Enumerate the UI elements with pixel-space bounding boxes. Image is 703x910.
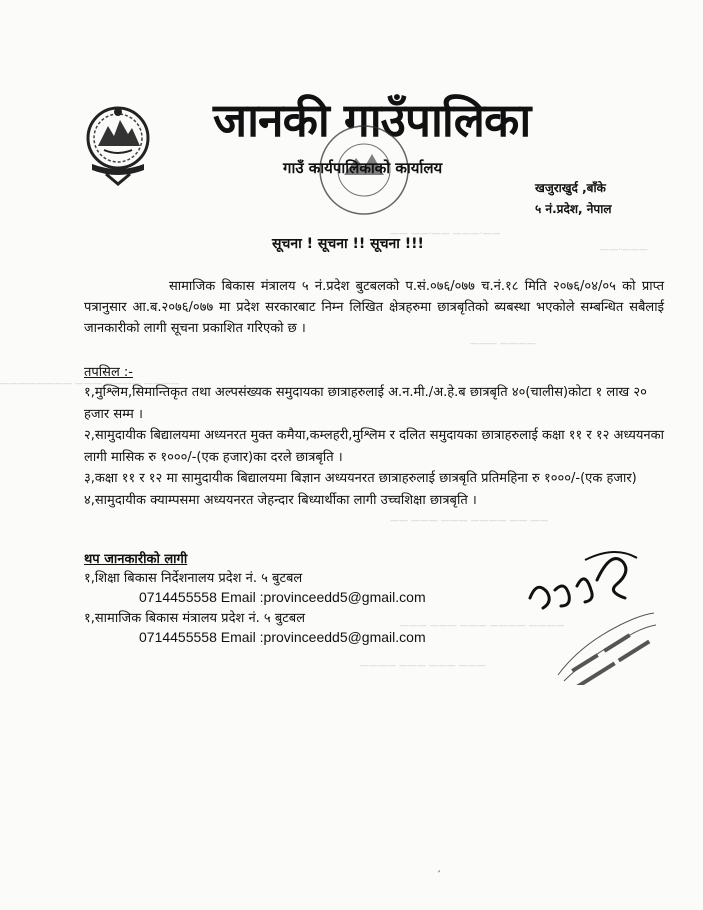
bleed-through-text: —— ——— ——— ———— —— —— — [390, 516, 549, 526]
details-list — [84, 382, 664, 511]
bleed-through-text: —— ——·—— ———·—— — [390, 229, 501, 239]
contact-entry — [84, 569, 426, 607]
contact-phone-email: 0714455558 Email :provinceedd5@gmail.com — [139, 629, 426, 645]
address-line: खजुराखुर्द ,बाँके — [535, 181, 606, 195]
office-subtitle: गाउँ कार्यपालिकाको कार्यालय — [283, 159, 443, 177]
notice-heading: सूचना ! सूचना !! सूचना !!! — [272, 236, 424, 252]
nepal-emblem-icon — [82, 100, 154, 188]
list-item: १,मुश्लिम,सिमान्तिकृत तथा अल्पसंख्यक समुदायका छात्राहरुलाई अ.न.मी./अ.हे.ब छात्रबृति ४०(चालीस)कोटा १ लाख २० हजार सम्म । — [84, 385, 647, 422]
bleed-through-text: ——·——— — [600, 245, 648, 255]
bleed-through-text: ——— ———— — [470, 339, 536, 349]
scan-mark: ׳ — [437, 868, 442, 879]
address-line: ५ नं.प्रदेश, नेपाल — [535, 202, 612, 216]
bleed-through-text: ———————— ——— ———— ———— — [0, 379, 180, 389]
notice-paragraph: सामाजिक बिकास मंत्रालय ५ नं.प्रदेश बुटबलको प.सं.०७६/०७७ च.नं.१८ मिति २०७६/०४/०५ को प्राप्त पत्रानुसार आ.ब.२०७६/०७७ मा प्रदेश सरकारबाट निम्न लिखित क्षेत्रहरुमा छात्रबृतिको ब्यबस्था भएकोले सम्बन्धित सबैलाई जानकारीको लागी सूचना प्रकाशित गरिएको छ । — [84, 279, 664, 336]
contact-entry — [84, 609, 426, 647]
list-item: ४,सामुदायीक क्याम्पसमा अध्ययनरत जेहन्दार बिध्यार्थीका लागी उच्चशिक्षा छात्रबृति । — [84, 492, 477, 508]
signatory-stamp-icon — [550, 605, 660, 685]
notice-body — [84, 276, 664, 339]
more-info-heading: थप जानकारीको लागी — [84, 552, 188, 567]
contact-office: १,शिक्षा बिकास निर्देशनालय प्रदेश नं. ५ बुटबल — [84, 571, 303, 586]
details-label: तपसिल :- — [84, 365, 133, 380]
list-item: ३,कक्षा ११ र १२ मा सामुदायीक बिद्यालयमा बिज्ञान अध्ययनरत छात्राहरुलाई छात्रबृति प्रतिमहिना रु १०००/-(एक हजार) — [84, 471, 637, 486]
office-address — [535, 178, 611, 220]
municipality-title: जानकी गाउँपालिका — [213, 93, 531, 147]
bleed-through-text: ——— ——— ——— ———— ———— — [400, 621, 565, 631]
contact-phone-email: 0714455558 Email :provinceedd5@gmail.com — [139, 589, 426, 605]
list-item: २,सामुदायीक बिद्यालयमा अध्यनरत मुक्त कमैया,कम्लहरी,मुश्लिम र दलित समुदायका छात्राहरुलाई कक्षा ११ र १२ अध्ययनका लागी मासिक रु १०००/-(एक हजार)का दरले छात्रबृति । — [84, 428, 664, 465]
contact-office: १,सामाजिक बिकास मंत्रालय प्रदेश नं. ५ बुटबल — [84, 611, 306, 626]
bleed-through-text: ———— ——— ——— ——— — [360, 661, 486, 671]
